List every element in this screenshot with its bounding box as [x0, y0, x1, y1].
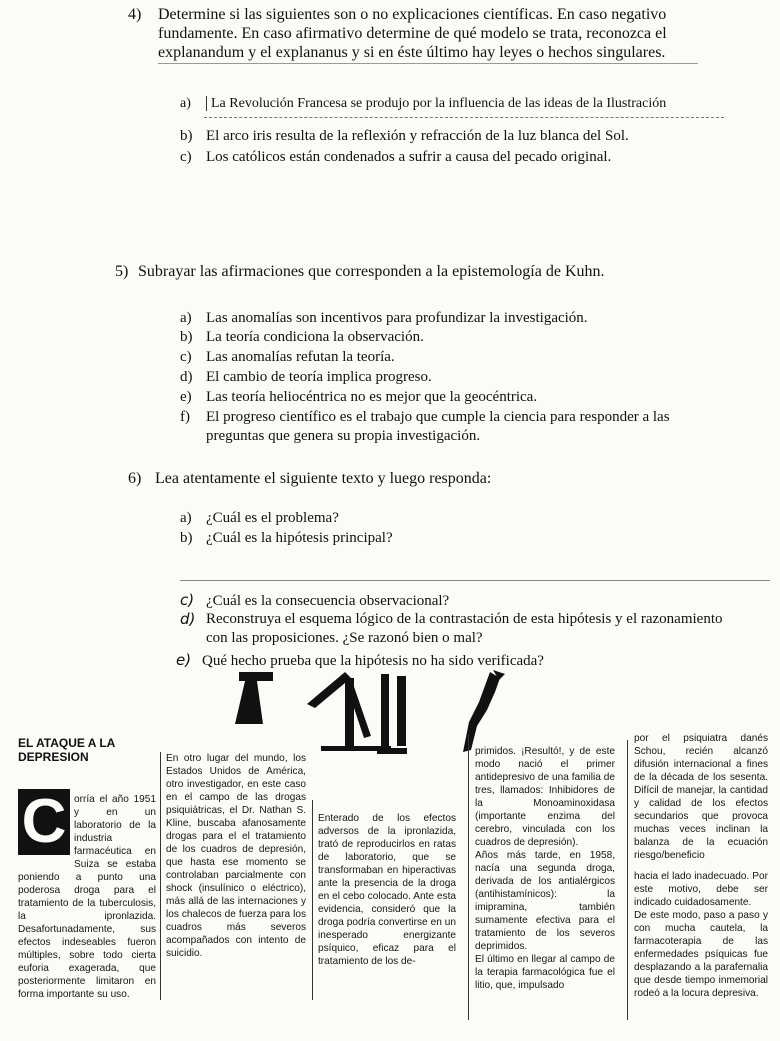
- column-rule: [312, 800, 313, 1000]
- q4-item-c: [180, 148, 611, 167]
- q4-number: 4): [128, 6, 142, 23]
- article-col4-p2: Años más tarde, en 1958, nacía una segunda droga, derivada de los antialérgicos (antihistamínicos): la imipramina, también sumamente efectiva para el tratamiento de los severos deprimidos.: [475, 850, 615, 952]
- q5-item-d: [180, 368, 432, 387]
- item-text: Reconstruya el esquema lógico de la contrastación de esta hipótesis y el razonamiento con las proposiciones. ¿Se razonó bien o mal?: [206, 611, 723, 646]
- item-text: Las teoría heliocéntrica no es mejor que la geocéntrica.: [206, 389, 538, 405]
- drop-cap: C: [18, 789, 70, 855]
- column-rule: [160, 752, 161, 1000]
- q4-item-a: [180, 94, 666, 113]
- q5-statement: Subrayar las afirmaciones que corresponden a la epistemología de Kuhn.: [138, 263, 605, 280]
- item-letter: a): [180, 310, 192, 326]
- divider: [204, 117, 724, 118]
- divider: [158, 63, 698, 64]
- article-col1-text: orría el año 1951 y en un laboratorio de la industria farmacéutica en Suiza se estaba poniendo a punto una poderosa droga para el tratamiento de la tuberculosis, la ipronlazida. Desafortunadamente, sus efectos indeseables fueron múltiples, sobre todo cierta euforia exagerada, que posteriormente limitaron en forma importante su uso.: [18, 794, 156, 1000]
- item-letter: d): [180, 610, 196, 628]
- item-text: El cambio de teoría implica progreso.: [206, 369, 432, 385]
- q6-item-b: [180, 529, 393, 548]
- item-text: Las anomalías refutan la teoría.: [206, 349, 395, 365]
- item-letter: b): [180, 530, 193, 546]
- q4-statement: Determine si las siguientes son o no explicaciones científicas. En caso negativo fundamente. En caso afirmativo determine de qué modelo se trata, reconozca el explanandum y el explananus y si en éste último hay leyes o hechos singulares.: [158, 6, 667, 61]
- q5-item-f: [180, 408, 728, 446]
- column-rule: [627, 740, 628, 1020]
- rat-silhouette: [463, 670, 505, 752]
- item-letter: c): [180, 149, 192, 165]
- column-rule: [468, 735, 469, 1020]
- q5-item-b: [180, 328, 424, 347]
- article-title: EL ATAQUE A LA DEPRESION: [18, 736, 115, 764]
- item-text: La Revolución Francesa se produjo por la influencia de las ideas de la Ilustración: [206, 96, 666, 111]
- article-col5-p1: por el psiquiatra danés Schou, recién alcanzó difusión internacional a fines de la década de los sesenta. Difícil de manejar, la cantidad y calidad de los efectos secundarios que provoca muchas veces inclinan la balanza de la ecuación riesgo/beneficio: [634, 733, 768, 861]
- item-text: Las anomalías son incentivos para profundizar la investigación.: [206, 310, 588, 326]
- item-letter: c): [180, 591, 195, 609]
- article-col4-p1: primidos. ¡Resultó!, y de este modo nació el primer antidepresivo de una familia de tres, llamados: Inhibidores de la Monoaminoxidasa (importante enzima del cerebro, vinculada con los cuadros de depresión).: [475, 746, 615, 848]
- stand-illustration: [307, 672, 391, 751]
- item-text: ¿Cuál es el problema?: [206, 510, 339, 526]
- article-col3: Enterado de los efectos adversos de la ipronlazida, trató de reproducirlos en ratas de laboratorio, que se transformaban en hiperactivas ante la presencia de la droga en el cebo colocado. Ante esta evidencia, consideró que la droga podría convertirse en un inesperado energizante psíquico, eficaz para el tratamiento de los de-: [318, 813, 456, 967]
- item-letter: a): [180, 96, 191, 111]
- dropcap-space: [18, 793, 74, 859]
- q5-item-e: [180, 388, 537, 407]
- item-letter: b): [180, 329, 193, 345]
- item-text: ¿Cuál es la hipótesis principal?: [206, 530, 393, 546]
- article-col2: En otro lugar del mundo, los Estados Unidos de América, otro investigador, en este caso en el campo de las drogas psiquiátricas, el Dr. Nathan S. Kline, buscaba afanosamente drogas para el el tratamiento de los cuadros de depresión, que hasta ese momento se controlaban parcialmente con shock (insulínico o eléctrico), más allá de las internaciones y los chalecos de fuerza para los cuadros más severos acompañados con intento de suicidio.: [166, 753, 306, 959]
- q5-item-a: [180, 309, 588, 328]
- article-col1: [18, 793, 156, 1001]
- jar-illustration: [377, 674, 407, 754]
- q6-item-d: [180, 610, 728, 648]
- q6-item-c: [180, 591, 449, 611]
- article-col4-p3: El último en llegar al campo de la terapia farmacológica fue el litio, que, impulsado: [475, 954, 615, 991]
- q5-item-c: [180, 348, 395, 367]
- q6-item-a: [180, 509, 339, 528]
- item-text: El arco iris resulta de la reflexión y refracción de la luz blanca del Sol.: [206, 128, 629, 144]
- article-col5-p3: De este modo, paso a paso y con mucha cautela, la farmacoterapia de las enfermedades psíquicas fue desplazando a la parafernalia que desde tiempo inmemorial rodeó a la locura depresiva.: [634, 910, 768, 999]
- article-col5: [634, 732, 768, 1000]
- article-col5-p2: hacia el lado inadecuado. Por este motivo, debe ser indicado cuidadosamente.: [634, 871, 768, 908]
- item-letter: f): [180, 409, 190, 425]
- item-letter: e): [180, 389, 192, 405]
- flask-illustration: [235, 672, 273, 724]
- item-letter: d): [180, 369, 193, 385]
- item-text: ¿Cuál es la consecuencia observacional?: [206, 593, 450, 609]
- divider: [180, 580, 770, 581]
- q6-number: 6): [128, 470, 142, 487]
- item-letter: b): [180, 128, 193, 144]
- item-letter: c): [180, 349, 192, 365]
- item-letter: a): [180, 510, 192, 526]
- item-text: Los católicos están condenados a sufrir a causa del pecado original.: [206, 149, 612, 165]
- q5-number: 5): [115, 263, 129, 280]
- item-letter: e): [176, 651, 192, 669]
- article-col4: [475, 745, 615, 992]
- q6-statement: Lea atentamente el siguiente texto y luego responda:: [155, 470, 492, 487]
- item-text: Qué hecho prueba que la hipótesis no ha sido verificada?: [202, 653, 544, 669]
- item-text: El progreso científico es el trabajo que cumple la ciencia para responder a las preguntas que genera su propia investigación.: [206, 409, 670, 444]
- q4-item-b: [180, 127, 629, 146]
- item-text: La teoría condiciona la observación.: [206, 329, 424, 345]
